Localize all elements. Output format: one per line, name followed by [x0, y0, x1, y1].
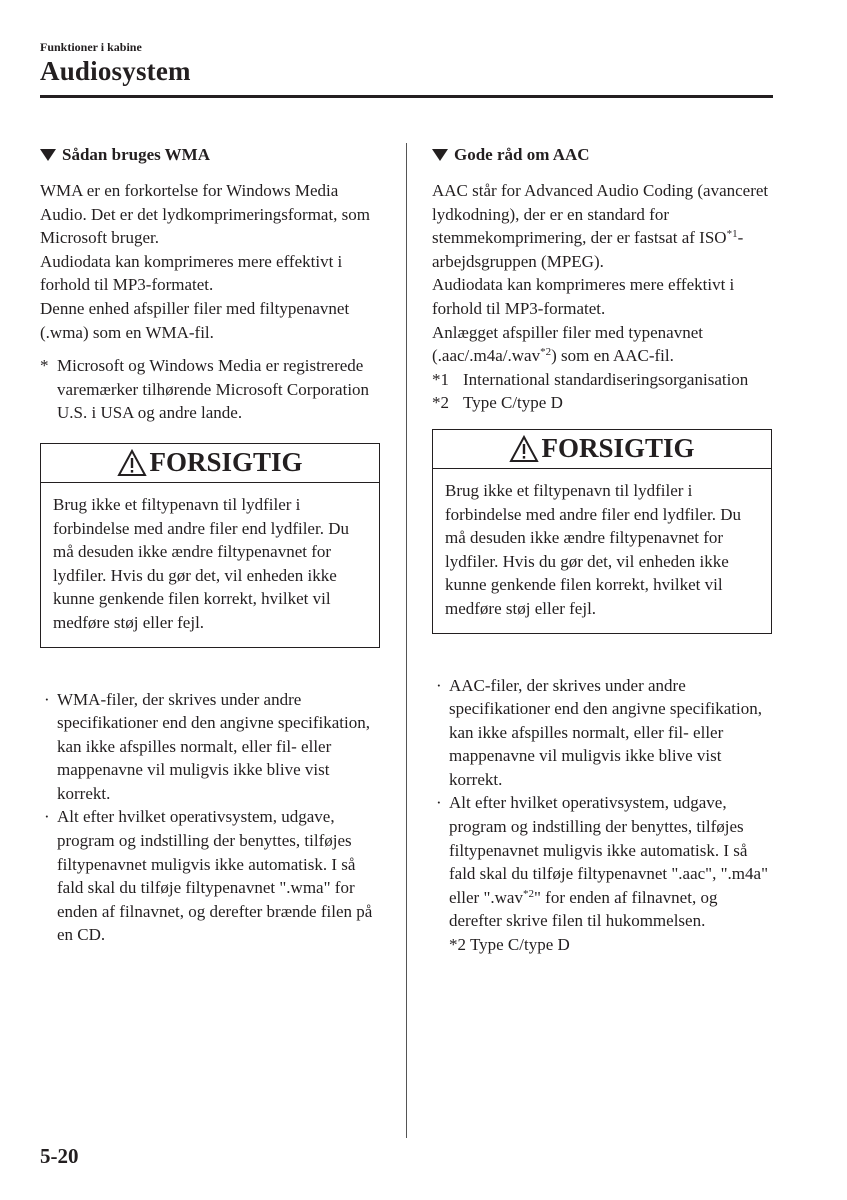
- caution-text: Brug ikke et filtypenavn til lydfiler i forbindelse med andre filer end lydfiler. Du må desuden ikke ændre filtypenavnet for lydfiler. Hvis du gør det, vil enheden ikke kunne genkende filen korrekt, hvilket vil medføre støj eller fejl.: [53, 494, 349, 632]
- bullet-footnote: *2 Type C/type D: [449, 935, 570, 955]
- wma-bullet-list: [40, 688, 380, 948]
- caution-text: Brug ikke et filtypenavn til lydfiler i forbindelse med andre filer end lydfiler. Du må desuden ikke ændre filtypenavnet for lydfiler. Hvis du gør det, vil enheden ikke kunne genkende filen korrekt, hvilket vil medføre støj eller fejl.: [445, 480, 741, 618]
- asterisk-mark: *: [40, 356, 49, 376]
- wma-paragraph-1: WMA er en forkortelse for Windows Media Audio. Det er det lydkomprimeringsformat, som Microsoft bruger.: [40, 181, 371, 248]
- caution-box-right: [432, 429, 772, 634]
- aac-paragraph-1: AAC står for Advanced Audio Coding (avanceret lydkodning), der er en standard for stemmekomprimering, der er fastsat af ISO$^{*1}$-arbejdsgruppen (MPEG).: [432, 181, 769, 271]
- warning-triangle-icon: [509, 435, 539, 463]
- page-title: Audiosystem: [40, 56, 191, 86]
- list-item: · Alt efter hvilket operativsystem, udgave, program og indstilling der benyttes, tilføjes filtypenavnet muligvis ikke automatisk. I så fald skal du tilføje filtypenavnet ".aac", ".m4a" eller ".wav$^{*2}$" for enden af filnavnet, og derefter skrive filen til hukommelsen. *2 Type C/type D: [436, 793, 769, 955]
- caution-box-left: [40, 443, 380, 648]
- wma-paragraph-3: Denne enhed afspiller filer med filtypenavnet (.wma) som en WMA-fil.: [40, 298, 350, 342]
- list-item: · Alt efter hvilket operativsystem, udgave, program og indstilling der benyttes, tilføjes filtypenavnet muligvis ikke automatisk. I så fald skal du tilføje filtypenavnet ".wma" for enden af filnavnet, og derefter brænde filen på en CD.: [44, 807, 373, 945]
- section-label: Funktioner i kabine: [40, 40, 142, 54]
- trademark-note-text: Microsoft og Windows Media er registrerede varemærker tilhørende Microsoft Corporation U.S. i USA og andre lande.: [57, 356, 370, 423]
- aac-heading-text: Gode råd om AAC: [454, 145, 590, 164]
- aac-paragraph-2: Audiodata kan komprimeres mere effektivt i forhold til MP3-formatet.: [432, 275, 735, 318]
- wma-heading: [40, 143, 380, 167]
- page-number: 5-20: [40, 1144, 79, 1168]
- aac-bullet-list: [432, 674, 772, 957]
- triangle-down-icon: [432, 149, 448, 161]
- warning-triangle-icon: [117, 449, 147, 477]
- triangle-down-icon: [40, 149, 56, 161]
- caution-header: [41, 444, 379, 483]
- right-column: [432, 143, 772, 957]
- wma-heading-text: Sådan bruges WMA: [62, 145, 210, 164]
- list-item: · AAC-filer, der skrives under andre specifikationer end den angivne specifikation, kan ikke afspilles normalt, eller fil- eller mappenavne vil muligvis ikke blive vist korrekt.: [436, 675, 762, 789]
- wma-paragraph-2: Audiodata kan komprimeres mere effektivt i forhold til MP3-formatet.: [40, 251, 343, 295]
- list-item: · WMA-filer, der skrives under andre specifikationer end den angivne specifikation, kan ikke afspilles normalt, eller fil- eller mappenavne vil muligvis ikke blive vist korrekt.: [44, 689, 370, 803]
- caution-title: FORSIGTIG: [149, 447, 303, 478]
- caution-header: [433, 430, 771, 469]
- column-divider: [406, 143, 407, 1138]
- footnote-1: *1 International standardiseringsorganisation: [432, 369, 749, 389]
- trademark-note: [40, 354, 380, 425]
- aac-paragraph-3: Anlægget afspiller filer med typenavnet (.aac/.m4a/.wav$^{*2}$) som en AAC-fil.: [432, 322, 703, 366]
- footnote-2: *2 Type C/type D: [432, 393, 563, 413]
- aac-heading: [432, 143, 772, 167]
- caution-title: FORSIGTIG: [541, 433, 695, 464]
- header-divider: [40, 95, 773, 98]
- left-column: [40, 143, 380, 947]
